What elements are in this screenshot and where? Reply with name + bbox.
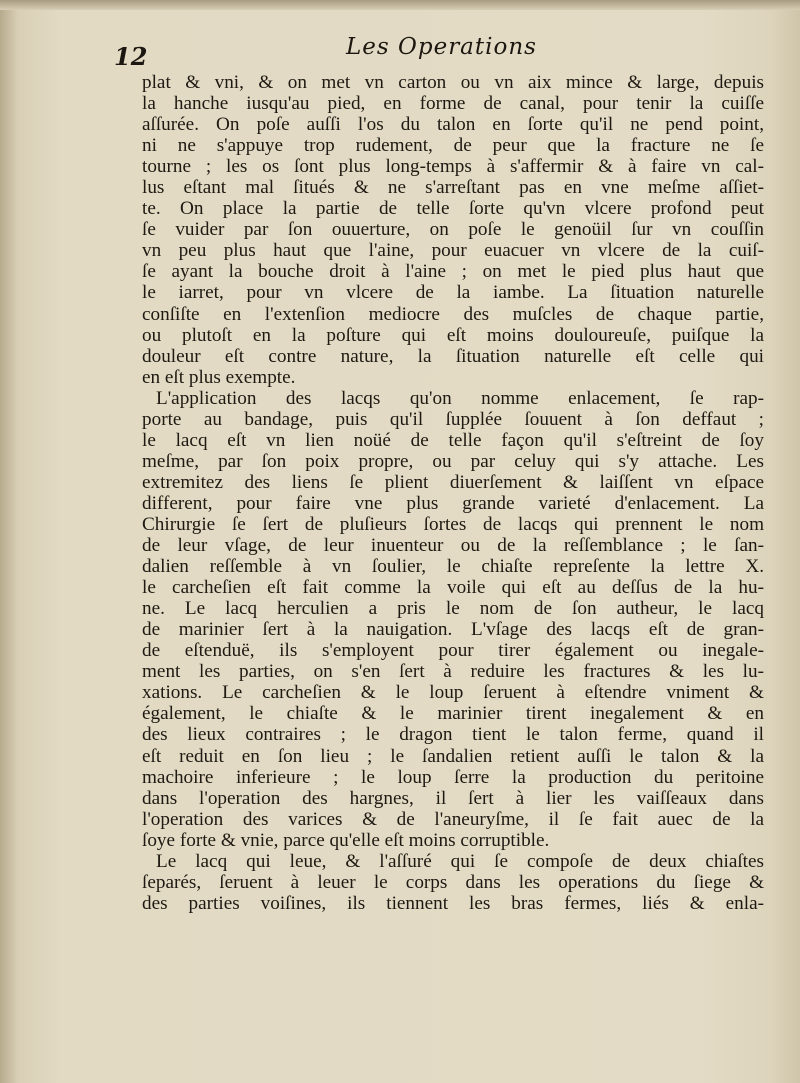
text-line: de eſtenduë, ils s'employent pour tirer également ou inegale- [142,640,764,662]
text-line: dalien reſſemble à vn ſoulier, le chiaſte repreſente la lettre X. [142,556,764,578]
text-line: ſe vuider par ſon ouuerture, on poſe le genoüil ſur vn couſſin [142,219,764,241]
text-line: également, le chiaſte & le marinier tirent inegalement & en [142,703,764,725]
text-line: ſe ayant la bouche droit à l'aine ; on met le pied plus haut que [142,261,764,283]
text-line: des parties voiſines, ils tiennent les bras fermes, liés & enla- [142,892,764,914]
text-line: plat & vni, & on met vn carton ou vn aix mince & large, depuis [142,72,764,93]
page-number: 12 [114,42,148,71]
text-line: xations. Le carcheſien & le loup ſeruent à eſtendre vniment & [142,682,764,704]
text-line: tourne ; les os ſont plus long-temps à s'affermir & à faire vn cal- [142,156,764,178]
text-line: dans l'operation des hargnes, il ſert à lier les vaiſſeaux dans [142,787,764,809]
text-line: de leur vſage, de leur inuenteur ou de la reſſemblance ; le ſan- [142,535,764,557]
text-line: porte au bandage, puis qu'il ſupplée ſouuent à ſon deffaut ; [142,408,764,430]
text-line: douleur eſt contre nature, la ſituation naturelle eſt celle qui [142,345,764,367]
body-text [142,72,764,914]
text-line: conſiſte en l'extenſion mediocre des muſcles de chaque partie, [142,303,764,325]
text-line: le lacq eſt vn lien noüé de telle façon qu'il s'eſtreint de ſoy [142,429,764,451]
text-line: lus eſtant mal ſitués & ne s'arreſtant pas en vne meſme aſſiet- [142,177,764,199]
page-header [0,34,800,74]
text-line: Chirurgie ſe ſert de pluſieurs ſortes de lacqs qui prennent le nom [142,513,764,535]
text-line: en eſt plus exempte. [142,366,296,388]
text-line: te. On place la partie de telle ſorte qu'vn vlcere profond peut [142,198,764,220]
text-line: machoire inferieure ; le loup ſerre la production du peritoine [142,766,764,788]
text-line: des lieux contraires ; le dragon tient le talon ferme, quand il [142,724,764,746]
text-line: ment les parties, on s'en ſert à reduire les fractures & les lu- [142,661,764,683]
paragraph-start-line: L'application des lacqs qu'on nomme enlacement, ſe rap- [156,387,764,409]
text-line: ne. Le lacq herculien a pris le nom de ſon autheur, le lacq [142,598,764,620]
text-line: extremitez des liens ſe plient diuerſement & laiſſent vn eſpace [142,471,764,493]
text-line: ſeparés, ſeruent à leuer le corps dans les operations du ſiege & [142,871,764,893]
text-line: aſſurée. On poſe auſſi l'os du talon en ſorte qu'il ne pend point, [142,114,764,136]
text-line: le carcheſien eſt fait comme la voile qui eſt au deſſus de la hu- [142,577,764,599]
page-top-edge [0,0,800,10]
text-line: eſt reduit en ſon lieu ; le ſandalien retient auſſi le talon & la [142,745,764,767]
text-line: ou plutoſt en la poſture qui eſt moins douloureuſe, puiſque la [142,324,764,346]
text-line: meſme, par ſon poix propre, ou par celuy qui s'y attache. Les [142,450,764,472]
text-line: vn peu plus haut que l'aine, pour euacuer vn vlcere de la cuiſ- [142,240,764,262]
text-line: ni ne s'appuye trop rudement, de peur que la fracture ne ſe [142,135,764,157]
text-line: de marinier ſert à la nauigation. L'vſage des lacqs eſt de gran- [142,619,764,641]
paragraph-start-line: Le lacq qui leue, & l'aſſuré qui ſe compoſe de deux chiaſtes [156,850,764,872]
text-line: la hanche iusqu'au pied, en forme de canal, pour tenir la cuiſſe [142,93,764,115]
text-line: different, pour faire vne plus grande varieté d'enlacement. La [142,492,764,514]
running-head: Les Operations [346,34,537,60]
text-line: l'operation des varices & de l'aneuryſme, il ſe fait auec de la [142,808,764,830]
text-line: ſoye forte & vnie, parce qu'elle eſt moins corruptible. [142,829,550,851]
text-line: le iarret, pour vn vlcere de la iambe. La ſituation naturelle [142,282,764,304]
